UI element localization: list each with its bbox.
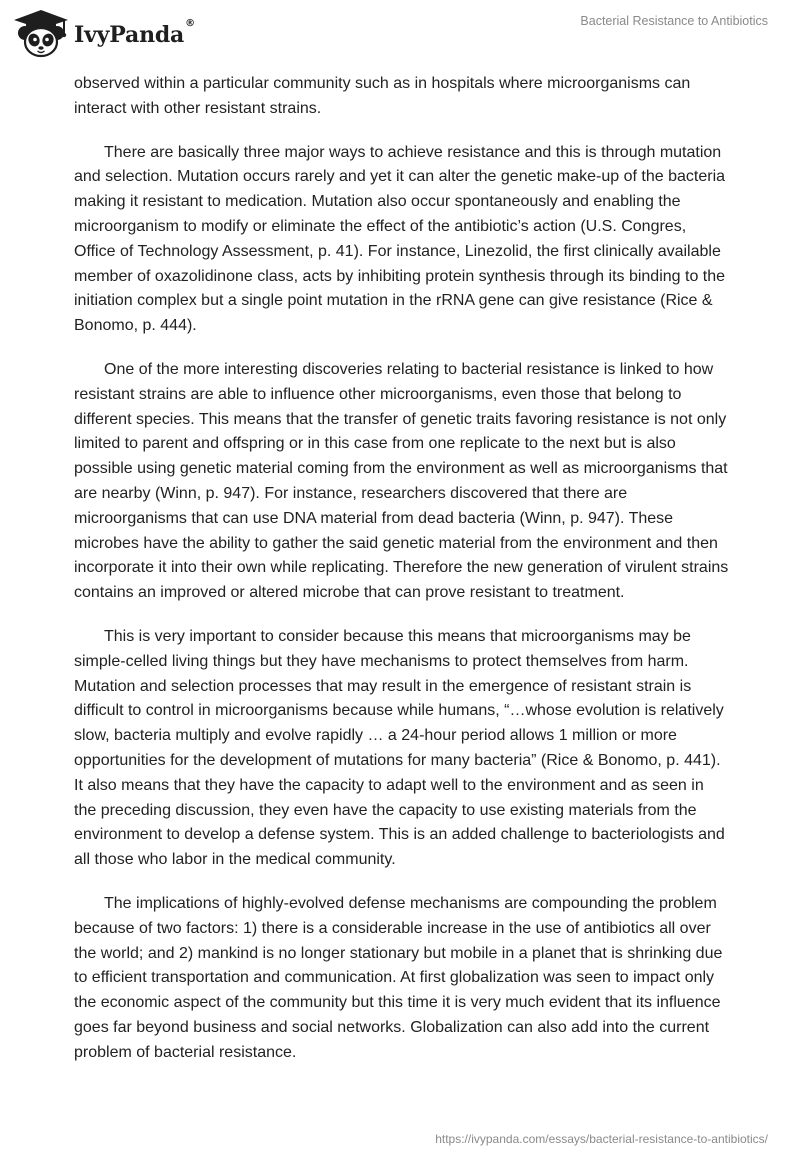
page-header xyxy=(0,0,800,70)
source-url-link[interactable]: https://ivypanda.com/essays/bacterial-resistance-to-antibiotics/ xyxy=(435,1132,768,1146)
paragraph-4: This is very important to consider because this means that microorganisms may be simple-celled living things but they have mechanisms to protect themselves from harm. Mutation and selection processes that may result in the emergence of resistant strain is difficult to control in microorganisms because while humans, “…whose evolution is relatively slow, bacteria multiply and evolve rapidly … a 24-hour period allows 1 million or more opportunities for the development of mutations for many bacteria” (Rice & Bonomo, p. 441). It also means that they have the capacity to adapt well to the environment and as seen in the preceding discussion, they even have the capacity to use existing materials from the environment to develop a defense system. This is an added challenge to bacteriologists and all those who labor in the medical community. xyxy=(74,627,725,869)
paragraph-2: There are basically three major ways to achieve resistance and this is through mutation and selection. Mutation occurs rarely and yet it can alter the genetic make-up of the bacteria making it resistant to medication. Mutation also occur spontaneously and enabling the microorganism to modify or eliminate the effect of the antibiotic’s action (U.S. Congres, Office of Technology Assessment, p. 41). For instance, Linezolid, the first clinically available member of oxazolidinone class, acts by inhibiting protein synthesis through its binding to the initiation complex but a single point mutation in the rRNA gene can give resistance (Rice & Bonomo, p. 444). xyxy=(74,143,726,335)
document-title: Bacterial Resistance to Antibiotics xyxy=(580,14,768,28)
paragraph-5: The implications of highly-evolved defense mechanisms are compounding the problem because of two factors: 1) there is a considerable increase in the use of antibiotics all over the world; and 2) mankind is no longer stationary but mobile in a planet that is shrinking due to efficient transportation and communication. At first globalization was seen to impact only the economic aspect of the community but this time it is very much evident that its influence goes far beyond business and social networks. Globalization can also add into the current problem of bacterial resistance. xyxy=(74,894,723,1061)
brand-name: IvyPanda® xyxy=(74,18,195,48)
paragraph-1: observed within a particular community such as in hospitals where microorganisms can interact with other resistant strains. xyxy=(74,75,691,117)
brand-logo[interactable] xyxy=(12,8,195,58)
paragraph-3: One of the more interesting discoveries relating to bacterial resistance is linked to how resistant strains are able to influence other microorganisms, even those that belong to different species. This means that the transfer of genetic traits favoring resistance is not only limited to parent and offspring or in this case from one replicate to the next but is also possible using genetic material coming from the environment as well as microorganisms that are nearby (Winn, p. 947). For instance, researchers discovered that there are microorganisms that can use DNA material from dead bacteria (Winn, p. 947). These microbes have the ability to gather the said genetic material from the environment and then incorporate it into their own while replicating. Therefore the new generation of virulent strains contains an improved or altered microbe that can prove resistant to treatment. xyxy=(74,360,729,602)
essay-body xyxy=(74,72,729,1084)
panda-graduate-icon xyxy=(12,8,70,58)
